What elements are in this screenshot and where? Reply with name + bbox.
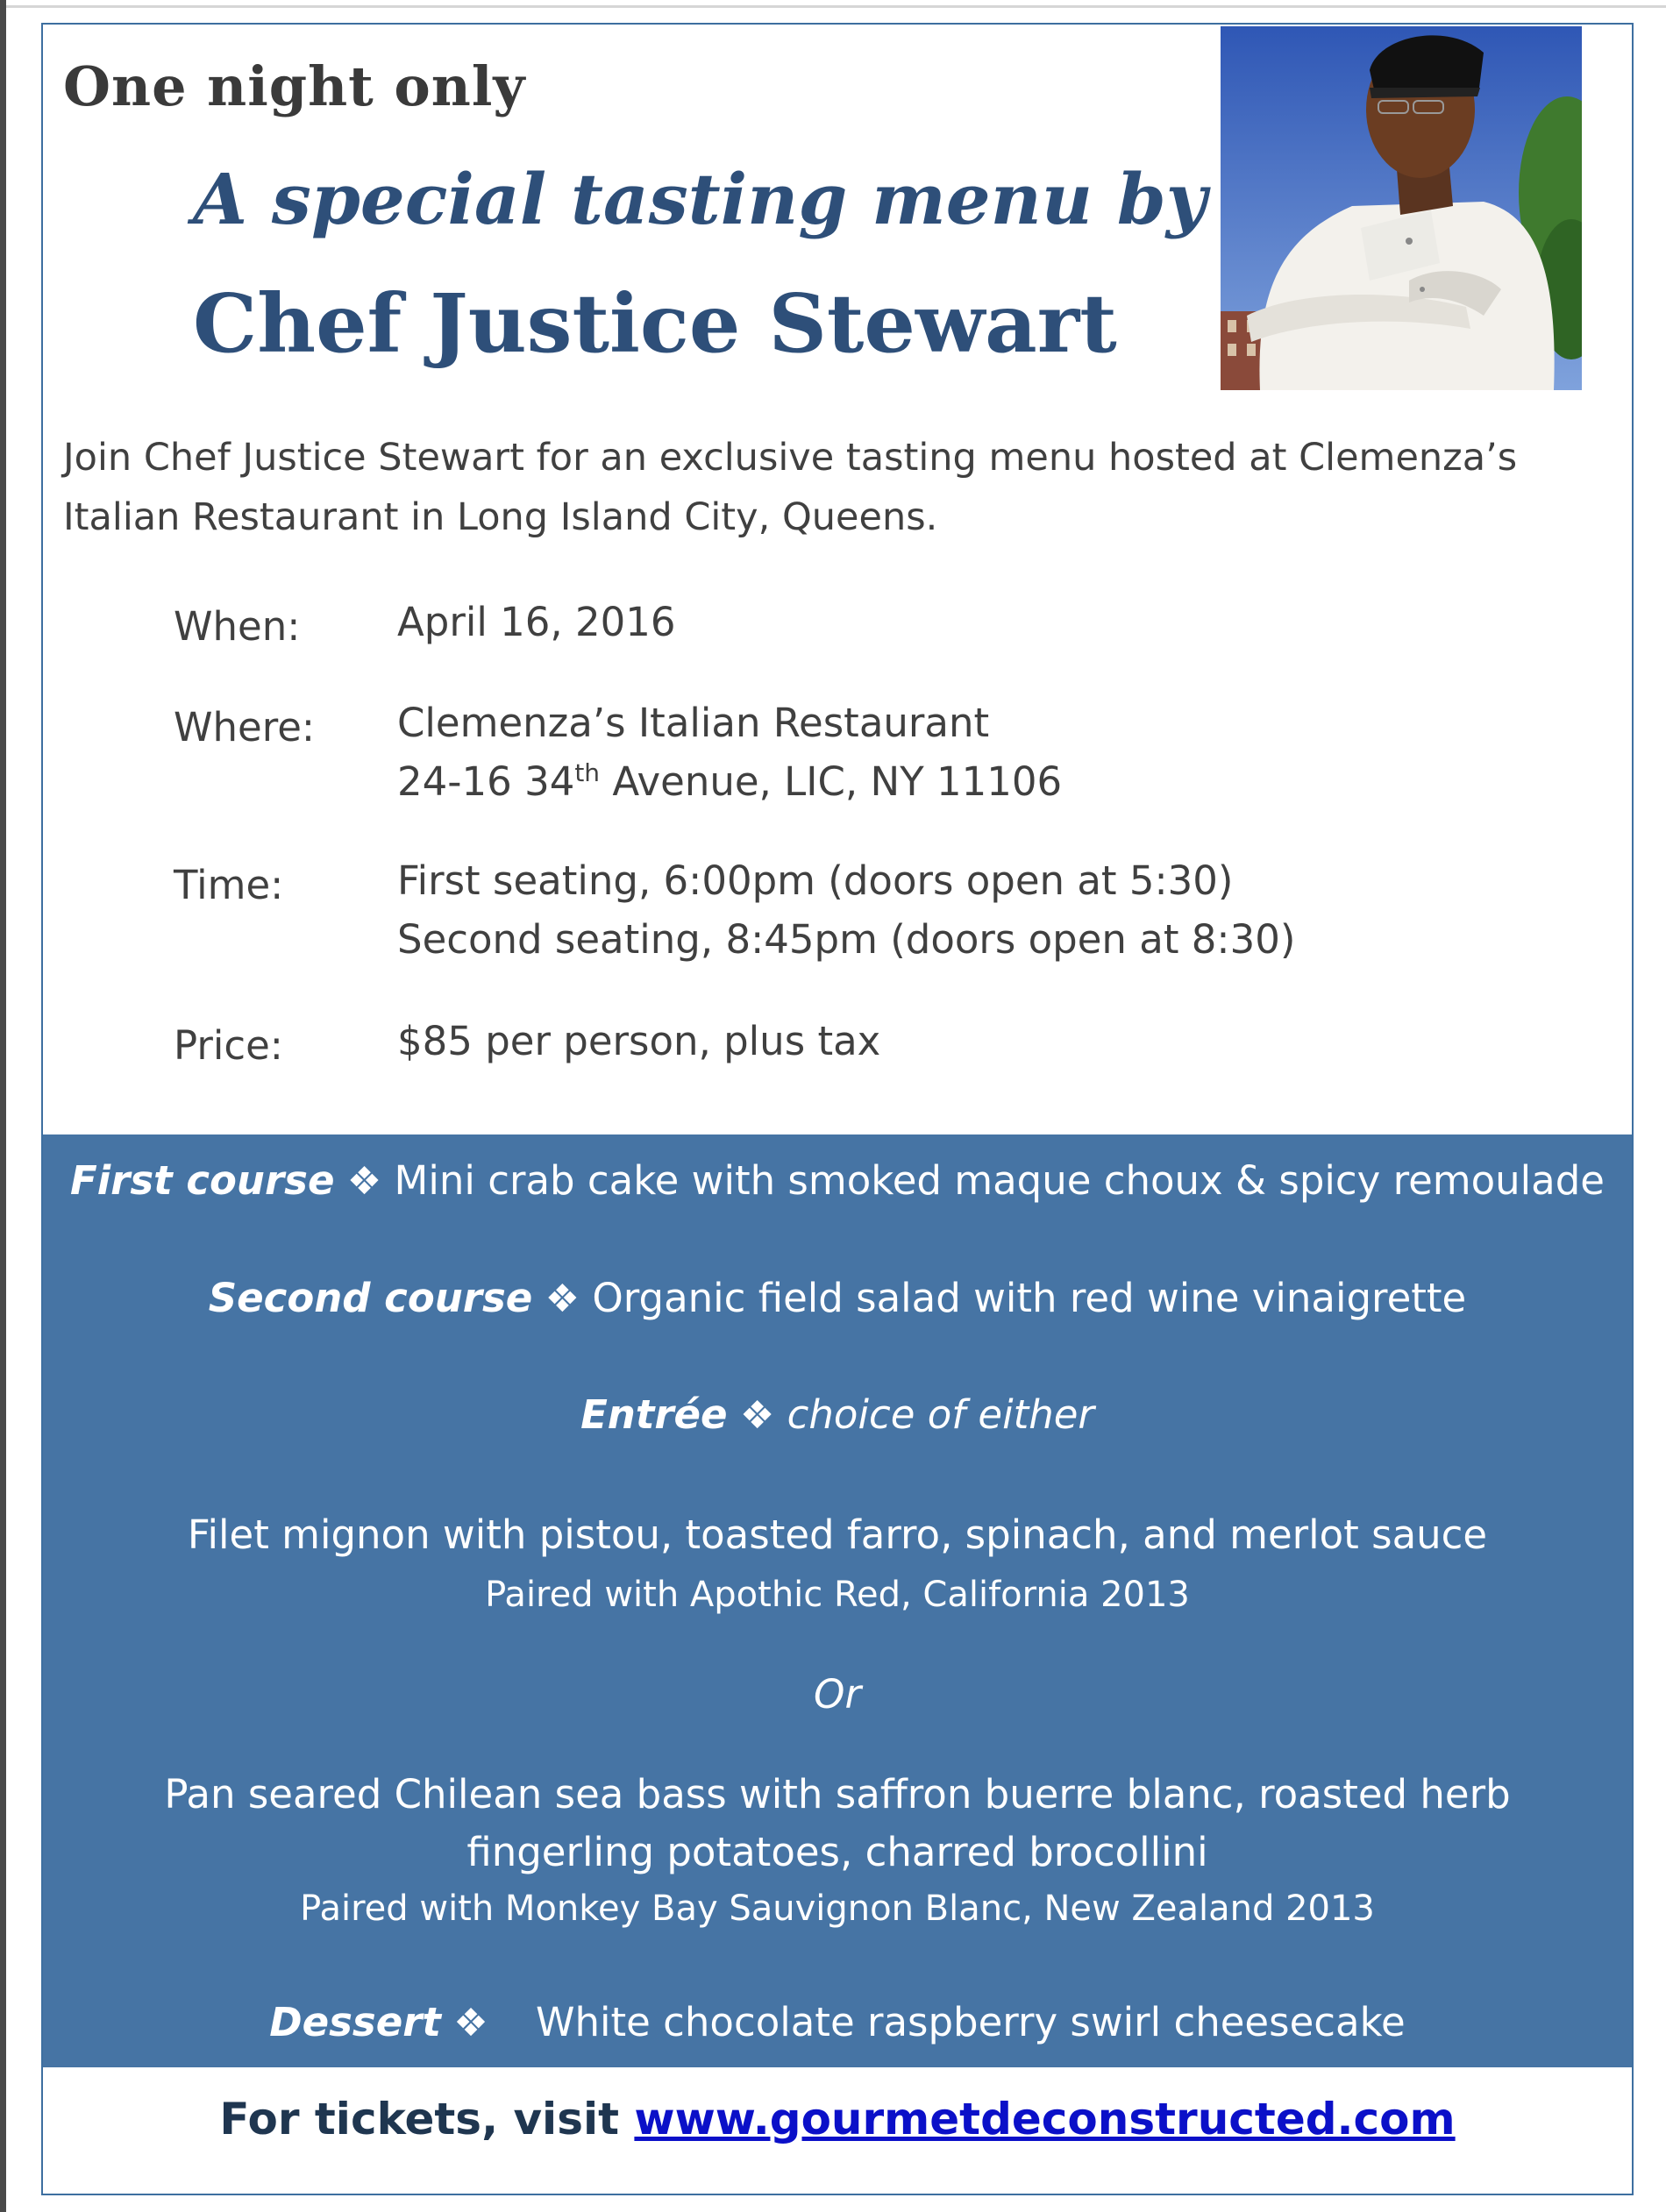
menu-section: [43, 1134, 1632, 2067]
first-course-dish: Mini crab cake with smoked maque choux & spicy remoulade: [394, 1157, 1605, 1204]
chef-photo: [1221, 26, 1582, 390]
address-number: 24-16 34: [397, 758, 575, 805]
price-label: Price:: [174, 1022, 283, 1069]
where-address: [397, 752, 1062, 811]
diamond-ornament-icon: ❖: [545, 1277, 580, 1321]
ticket-footer: [43, 2094, 1632, 2144]
entree-option-1-pairing: Paired with Apothic Red, California 2013: [485, 1575, 1190, 1615]
chef-photo-illustration: [1221, 26, 1582, 390]
price-value: $85 per person, plus tax: [397, 1018, 881, 1064]
address-street: Avenue, LIC, NY 11106: [600, 758, 1063, 805]
when-label: When:: [174, 603, 301, 650]
diamond-ornament-icon: ❖: [346, 1159, 382, 1204]
chef-name-title: Chef Justice Stewart: [193, 276, 1117, 371]
diamond-ornament-icon: ❖: [453, 2001, 488, 2045]
ticket-website-link[interactable]: www.gourmetdeconstructed.com: [634, 2094, 1456, 2144]
where-venue: Clemenza’s Italian Restaurant: [397, 700, 990, 746]
entree-option-2-dish-line1: Pan seared Chilean sea bass with saffron buerre blanc, roasted herb: [164, 1771, 1511, 1817]
intro-paragraph: Join Chef Justice Stewart for an exclusive tasting menu hosted at Clemenza’s Italian Restaurant in Long Island City, Queens.: [63, 436, 1518, 539]
time-label: Time:: [174, 862, 284, 908]
dessert-dish: White chocolate raspberry swirl cheesecake: [536, 1999, 1406, 2045]
kicker-heading: One night only: [63, 54, 526, 118]
address-ordinal-suffix: th: [574, 758, 601, 787]
where-label: Where:: [174, 704, 316, 750]
entree-option-2-pairing: Paired with Monkey Bay Sauvignon Blanc, New Zealand 2013: [300, 1888, 1375, 1929]
when-value: April 16, 2016: [397, 599, 676, 645]
second-course-label: Second course: [208, 1275, 533, 1321]
diamond-ornament-icon: ❖: [739, 1393, 775, 1438]
second-course-dish: Organic field salad with red wine vinaigrette: [592, 1275, 1467, 1321]
dessert-label: Dessert: [269, 1999, 441, 2045]
entree-choice-text: choice of either: [787, 1391, 1094, 1438]
left-page-rule: [0, 0, 6, 2212]
first-seating-time: First seating, 6:00pm (doors open at 5:30): [397, 857, 1234, 904]
top-page-rule: [6, 5, 1666, 8]
entree-label: Entrée: [580, 1391, 728, 1438]
entree-line: [43, 1391, 1632, 1438]
entree-option-1-dish: Filet mignon with pistou, toasted farro, spinach, and merlot sauce: [187, 1511, 1488, 1558]
footer-prefix: For tickets, visit: [219, 2094, 635, 2144]
or-separator: Or: [814, 1671, 861, 1718]
subtitle-heading: A special tasting menu by: [193, 158, 1207, 240]
second-seating-time: Second seating, 8:45pm (doors open at 8:30): [397, 916, 1296, 963]
second-course-line: [43, 1275, 1632, 1321]
dessert-line: [43, 1999, 1632, 2045]
entree-option-2-dish-line2: fingerling potatoes, charred brocollini: [466, 1829, 1208, 1875]
first-course-label: First course: [70, 1157, 335, 1204]
first-course-line: [43, 1157, 1632, 1204]
